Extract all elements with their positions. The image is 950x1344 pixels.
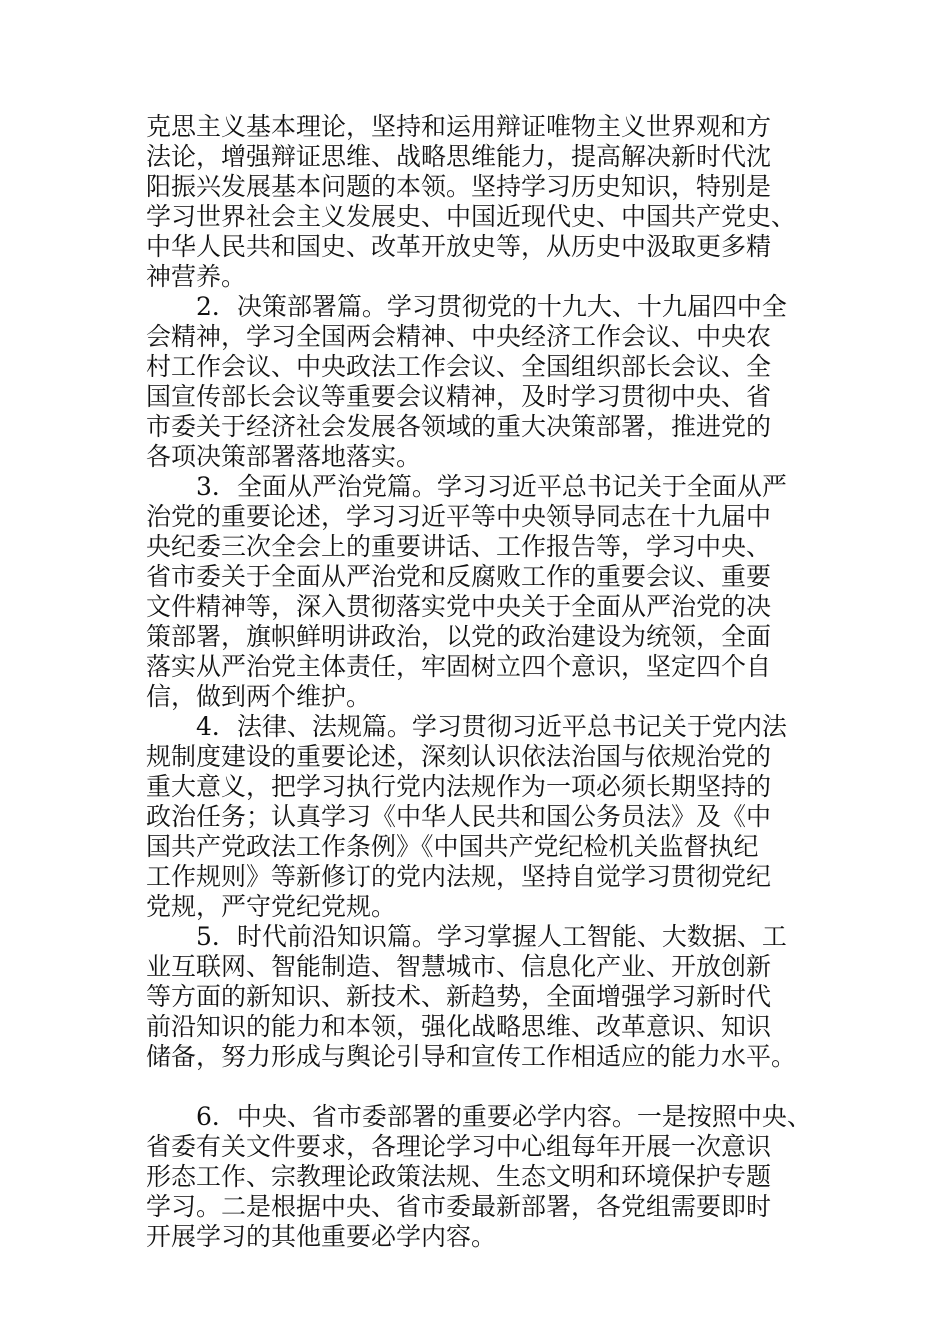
text-line: 2．决策部署篇。学习贯彻党的十九大、十九届四中全	[196, 292, 787, 321]
paragraph-item-2	[146, 292, 806, 472]
text-line: 开展学习的其他重要必学内容。	[146, 1222, 497, 1251]
text-line: 治党的重要论述，学习习近平等中央领导同志在十九届中	[146, 502, 772, 531]
text-line: 4．法律、法规篇。学习贯彻习近平总书记关于党内法	[196, 712, 787, 741]
paragraph-item-3	[146, 472, 806, 712]
text-line: 阳振兴发展基本问题的本领。坚持学习历史知识，特别是	[146, 172, 772, 201]
text-line: 规制度建设的重要论述，深刻认识依法治国与依规治党的	[146, 742, 772, 771]
text-line: 各项决策部署落地落实。	[146, 442, 422, 471]
text-line: 省市委关于全面从严治党和反腐败工作的重要会议、重要	[146, 562, 772, 591]
text-line: 工作规则》等新修订的党内法规，坚持自觉学习贯彻党纪	[146, 862, 772, 891]
text-line: 等方面的新知识、新技术、新趋势，全面增强学习新时代	[146, 982, 772, 1011]
text-line: 神营养。	[146, 262, 247, 291]
paragraph-item-5	[146, 922, 806, 1072]
text-line: 会精神，学习全国两会精神、中央经济工作会议、中央农	[146, 322, 772, 351]
paragraph-item-6	[146, 1102, 812, 1252]
text-line: 落实从严治党主体责任，牢固树立四个意识，坚定四个自	[146, 652, 772, 681]
text-line: 村工作会议、中央政法工作会议、全国组织部长会议、全	[146, 352, 772, 381]
text-line: 业互联网、智能制造、智慧城市、信息化产业、开放创新	[146, 952, 772, 981]
text-line: 信，做到两个维护。	[146, 682, 372, 711]
text-line: 政治任务；认真学习《中华人民共和国公务员法》及《中	[146, 802, 772, 831]
text-line: 党规，严守党纪党规。	[146, 892, 397, 921]
text-line: 6．中央、省市委部署的重要必学内容。一是按照中央、	[196, 1102, 812, 1131]
text-line: 法论，增强辩证思维、战略思维能力，提高解决新时代沈	[146, 142, 772, 171]
text-line: 策部署，旗帜鲜明讲政治，以党的政治建设为统领，全面	[146, 622, 772, 651]
text-line: 重大意义，把学习执行党内法规作为一项必须长期坚持的	[146, 772, 772, 801]
text-line: 学习世界社会主义发展史、中国近现代史、中国共产党史、	[146, 202, 797, 231]
text-line: 5．时代前沿知识篇。学习掌握人工智能、大数据、工	[196, 922, 787, 951]
text-line: 形态工作、宗教理论政策法规、生态文明和环境保护专题	[146, 1162, 772, 1191]
text-line: 文件精神等，深入贯彻落实党中央关于全面从严治党的决	[146, 592, 772, 621]
text-line: 学习。二是根据中央、省市委最新部署，各党组需要即时	[146, 1192, 772, 1221]
text-line: 国宣传部长会议等重要会议精神，及时学习贯彻中央、省	[146, 382, 772, 411]
text-line: 3．全面从严治党篇。学习习近平总书记关于全面从严	[196, 472, 787, 501]
text-line: 国共产党政法工作条例》《中国共产党纪检机关监督执纪	[146, 832, 759, 861]
paragraph-continuation	[146, 112, 806, 292]
text-line: 省委有关文件要求，各理论学习中心组每年开展一次意识	[146, 1132, 772, 1161]
text-line: 央纪委三次全会上的重要讲话、工作报告等，学习中央、	[146, 532, 772, 561]
paragraph-item-4	[146, 712, 806, 922]
text-line: 前沿知识的能力和本领，强化战略思维、改革意识、知识	[146, 1012, 772, 1041]
text-line: 中华人民共和国史、改革开放史等，从历史中汲取更多精	[146, 232, 772, 261]
text-line: 市委关于经济社会发展各领域的重大决策部署，推进党的	[146, 412, 772, 441]
document-body	[146, 112, 812, 1252]
text-line: 储备，努力形成与舆论引导和宣传工作相适应的能力水平。	[146, 1042, 797, 1071]
text-line: 克思主义基本理论，坚持和运用辩证唯物主义世界观和方	[146, 112, 772, 141]
